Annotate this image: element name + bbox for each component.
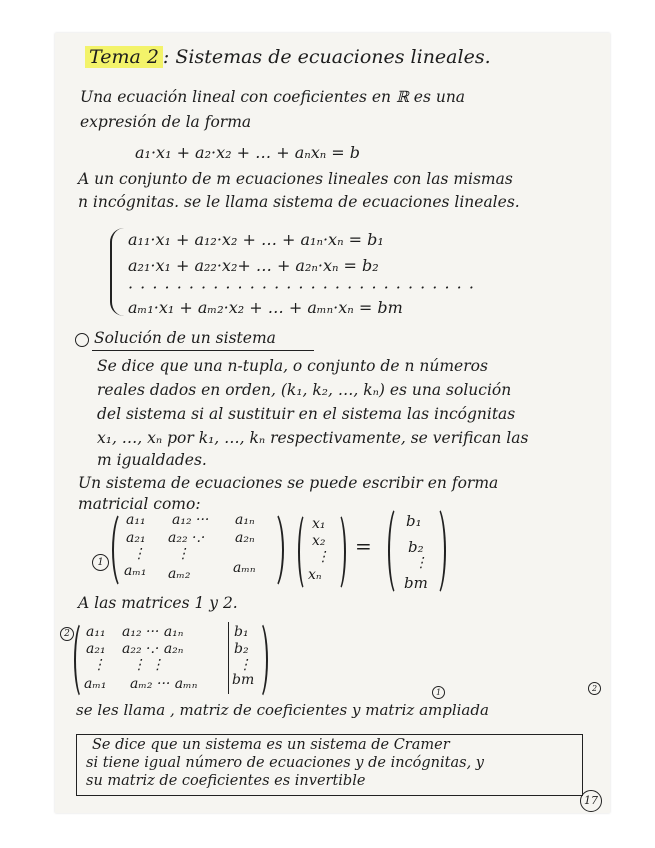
rhs-right-paren bbox=[426, 505, 446, 597]
system-row-2: a₂₁·x₁ + a₂₂·x₂+ … + a₂ₙ·xₙ = b₂ bbox=[128, 256, 379, 275]
coef-cell: aₘ₁ bbox=[124, 563, 147, 579]
coef-cell: aₘ₂ bbox=[168, 566, 191, 582]
aug-cell: b₂ bbox=[234, 641, 249, 657]
matrix-form-line-1: Un sistema de ecuaciones se puede escribir en forma bbox=[78, 474, 499, 492]
coef-cell: a₁₁ bbox=[126, 512, 146, 528]
coef-right-paren bbox=[262, 510, 284, 590]
intro-line-1: Una ecuación lineal con coeficientes en ℝ es una bbox=[80, 88, 466, 106]
page-title bbox=[85, 46, 491, 68]
aug-cell: bm bbox=[232, 672, 255, 688]
cramer-line-3: su matriz de coeficientes es invertible bbox=[86, 773, 366, 789]
var-cell: x₂ bbox=[312, 533, 326, 549]
rhs-cell: b₂ bbox=[408, 538, 424, 556]
rhs-cell: ⋮ bbox=[414, 555, 428, 571]
solution-line-2: reales dados en orden, (k₁, k₂, …, kₙ) es una solución bbox=[97, 381, 512, 399]
aug-cell: aₘ₂ ··· aₘₙ bbox=[130, 676, 198, 692]
coef-cell: aₘₙ bbox=[233, 560, 256, 576]
aug-cell: a₂₁ bbox=[86, 641, 106, 657]
solution-heading-underline bbox=[92, 350, 314, 351]
aug-cell: ⋮ bbox=[92, 657, 106, 673]
system-row-dots: · · · · · · · · · · · · · · · · · · · · · · · · · · · · · bbox=[128, 278, 475, 297]
solution-heading: Solución de un sistema bbox=[94, 329, 276, 347]
coef-cell: ⋮ bbox=[176, 546, 190, 562]
aug-right-paren bbox=[250, 620, 268, 700]
solution-line-5: m igualdades. bbox=[97, 451, 207, 469]
coef-cell: ⋮ bbox=[132, 546, 146, 562]
coef-cell: a₁ₙ bbox=[235, 512, 255, 528]
cramer-line-1: Se dice que un sistema es un sistema de Cramer bbox=[92, 737, 450, 753]
rhs-cell: bm bbox=[404, 574, 428, 592]
label-1-circle: 1 bbox=[92, 554, 109, 571]
mark-2-circle: 2 bbox=[588, 682, 601, 695]
mark-1-circle: 1 bbox=[432, 686, 445, 699]
system-row-1: a₁₁·x₁ + a₁₂·x₂ + … + a₁ₙ·xₙ = b₁ bbox=[128, 230, 384, 249]
solution-line-1: Se dice que una n-tupla, o conjunto de n números bbox=[97, 357, 488, 375]
var-cell: xₙ bbox=[308, 567, 322, 583]
system-row-m: aₘ₁·x₁ + aₘ₂·x₂ + … + aₘₙ·xₙ = bm bbox=[128, 298, 403, 317]
aug-cell: a₁₂ ··· a₁ₙ bbox=[122, 624, 184, 640]
aug-separator bbox=[228, 622, 229, 694]
aug-cell: b₁ bbox=[234, 624, 249, 640]
rhs-cell: b₁ bbox=[406, 512, 422, 530]
matrices-line: A las matrices 1 y 2. bbox=[78, 594, 238, 612]
aug-cell: aₘ₁ bbox=[84, 676, 107, 692]
solution-line-4: x₁, …, xₙ por k₁, …, kₙ respectivamente, se verifican las bbox=[97, 429, 529, 447]
solution-line-3: del sistema si al sustituir en el sistema las incógnitas bbox=[97, 405, 516, 423]
matrix-form-line-2: matricial como: bbox=[78, 495, 201, 513]
naming-sentence: se les llama , matriz de coeficientes y matriz ampliada bbox=[76, 701, 489, 719]
coef-cell: a₂₁ bbox=[126, 530, 146, 546]
system-def-line-1: A un conjunto de m ecuaciones lineales con las mismas bbox=[78, 170, 513, 188]
coef-cell: a₂ₙ bbox=[235, 530, 255, 546]
aug-cell: a₂₂ ·.· a₂ₙ bbox=[122, 641, 184, 657]
coef-cell: a₁₂ ··· bbox=[172, 512, 210, 528]
vars-right-paren bbox=[330, 512, 346, 592]
var-cell: x₁ bbox=[312, 516, 326, 532]
coef-cell: a₂₂ ·.· bbox=[168, 530, 206, 546]
var-cell: ⋮ bbox=[316, 549, 330, 565]
system-def-line-2: n incógnitas. se le llama sistema de ecuaciones lineales. bbox=[78, 193, 520, 211]
intro-line-2: expresión de la forma bbox=[80, 113, 252, 131]
bullet-circle-icon bbox=[75, 333, 89, 347]
page-number: 17 bbox=[580, 790, 602, 812]
label-2-circle: 2 bbox=[60, 627, 74, 641]
title-rest: : Sistemas de ecuaciones lineales. bbox=[162, 46, 491, 68]
aug-cell: a₁₁ bbox=[86, 624, 106, 640]
equals-sign: = bbox=[355, 534, 372, 558]
aug-cell: ⋮ ⋮ bbox=[132, 657, 165, 673]
aug-cell: ⋮ bbox=[238, 657, 252, 673]
cramer-line-2: si tiene igual número de ecuaciones y de incógnitas, y bbox=[86, 755, 484, 771]
system-brace bbox=[110, 228, 126, 316]
general-equation: a₁·x₁ + a₂·x₂ + … + aₙxₙ = b bbox=[135, 143, 361, 162]
title-highlight: Tema 2 bbox=[85, 46, 163, 68]
